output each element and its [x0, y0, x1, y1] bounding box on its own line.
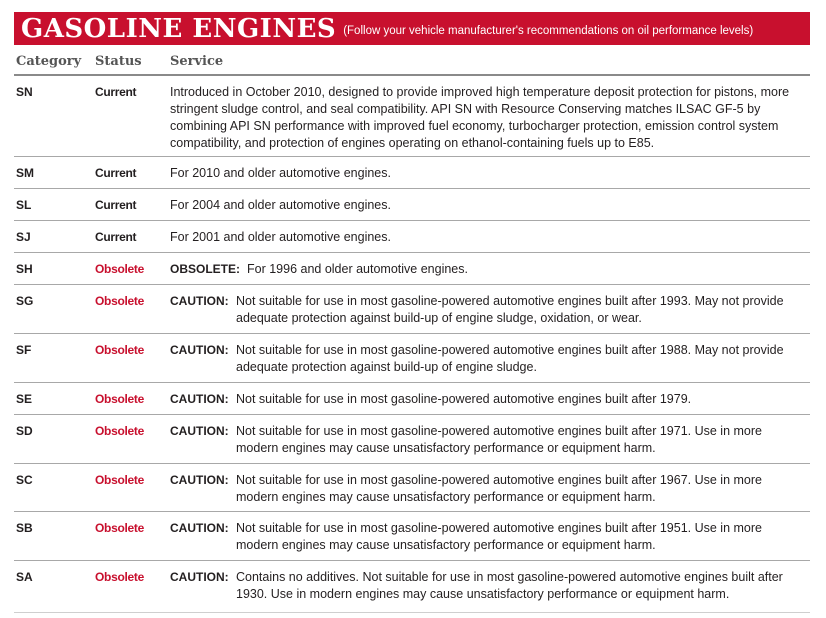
table-row — [14, 189, 810, 221]
engine-table — [14, 76, 810, 609]
row-service: For 1996 and older automotive engines. — [247, 262, 468, 276]
row-service: Not suitable for use in most gasoline-powered automotive engines built after 1971. Use in more modern engines may cause unsatisfactory performance or equipment harm. — [236, 424, 762, 455]
row-category: SG — [16, 294, 34, 308]
row-category: SE — [16, 392, 33, 406]
row-category: SN — [16, 85, 33, 99]
row-service: Introduced in October 2010, designed to provide improved high temperature deposit protection for pistons, more stringent sludge control, and seal compatibility. API SN with Resource Conserving matches ILSAC GF-5 by combining API SN performance with improved fuel economy, turbocharger protection, emission control system compatibility, and protection of engines operating on ethanol-containing fuels up to E85. — [170, 85, 790, 150]
header-status: Status — [95, 54, 142, 69]
row-status: Obsolete — [95, 294, 144, 308]
row-status: Current — [95, 230, 137, 244]
row-category: SH — [16, 262, 33, 276]
row-service: Not suitable for use in most gasoline-powered automotive engines built after 1979. — [236, 392, 692, 406]
row-category: SM — [16, 166, 34, 180]
row-status: Current — [95, 166, 137, 180]
table-row — [14, 415, 810, 464]
table-row — [14, 464, 810, 512]
row-caution-label: CAUTION: — [170, 570, 229, 584]
header-category: Category — [16, 54, 82, 69]
header-service: Service — [170, 54, 224, 69]
section-banner — [14, 12, 810, 45]
row-service: For 2001 and older automotive engines. — [170, 230, 391, 244]
table-row — [14, 253, 810, 285]
row-caution-label: CAUTION: — [170, 392, 229, 406]
row-service: Not suitable for use in most gasoline-powered automotive engines built after 1967. Use in more modern engines may cause unsatisfactory performance or equipment harm. — [236, 473, 762, 504]
table-row — [14, 221, 810, 253]
row-status: Obsolete — [95, 343, 144, 357]
row-service: Not suitable for use in most gasoline-powered automotive engines built after 1993. May not provide adequate protection against build-up of engine sludge, oxidation, or wear. — [236, 294, 784, 325]
row-category: SD — [16, 424, 33, 438]
row-service: Contains no additives. Not suitable for use in most gasoline-powered automotive engines built after 1930. Use in modern engines may cause unsatisfactory performance or equipment harm. — [236, 570, 783, 601]
row-status: Current — [95, 85, 137, 99]
row-status: Current — [95, 198, 137, 212]
row-status: Obsolete — [95, 424, 144, 438]
bottom-divider — [14, 612, 810, 613]
row-caution-label: CAUTION: — [170, 294, 229, 308]
row-status: Obsolete — [95, 262, 144, 276]
row-service: For 2010 and older automotive engines. — [170, 166, 391, 180]
row-caution-label: CAUTION: — [170, 521, 229, 535]
row-category: SC — [16, 473, 33, 487]
row-category: SJ — [16, 230, 31, 244]
section-subtitle: (Follow your vehicle manufacturer's recommendations on oil performance levels) — [343, 25, 754, 37]
row-category: SA — [16, 570, 33, 584]
row-status: Obsolete — [95, 570, 144, 584]
row-caution-label: CAUTION: — [170, 343, 229, 357]
table-row — [14, 383, 810, 415]
row-status: Obsolete — [95, 473, 144, 487]
table-header — [0, 54, 826, 72]
row-category: SB — [16, 521, 33, 535]
table-row — [14, 512, 810, 561]
row-category: SL — [16, 198, 32, 212]
table-row — [14, 76, 810, 157]
row-caution-label: CAUTION: — [170, 473, 229, 487]
row-service: Not suitable for use in most gasoline-powered automotive engines built after 1951. Use in more modern engines may cause unsatisfactory performance or equipment harm. — [236, 521, 762, 552]
row-status: Obsolete — [95, 392, 144, 406]
table-row — [14, 285, 810, 334]
table-row — [14, 561, 810, 609]
table-row — [14, 157, 810, 189]
row-service: For 2004 and older automotive engines. — [170, 198, 391, 212]
row-caution-label: CAUTION: — [170, 424, 229, 438]
row-status: Obsolete — [95, 521, 144, 535]
table-row — [14, 334, 810, 383]
section-title: GASOLINE ENGINES — [21, 13, 337, 44]
row-service: Not suitable for use in most gasoline-powered automotive engines built after 1988. May not provide adequate protection against build-up of engine sludge. — [236, 343, 784, 374]
row-category: SF — [16, 343, 32, 357]
row-obsolete-label: OBSOLETE: — [170, 262, 241, 276]
